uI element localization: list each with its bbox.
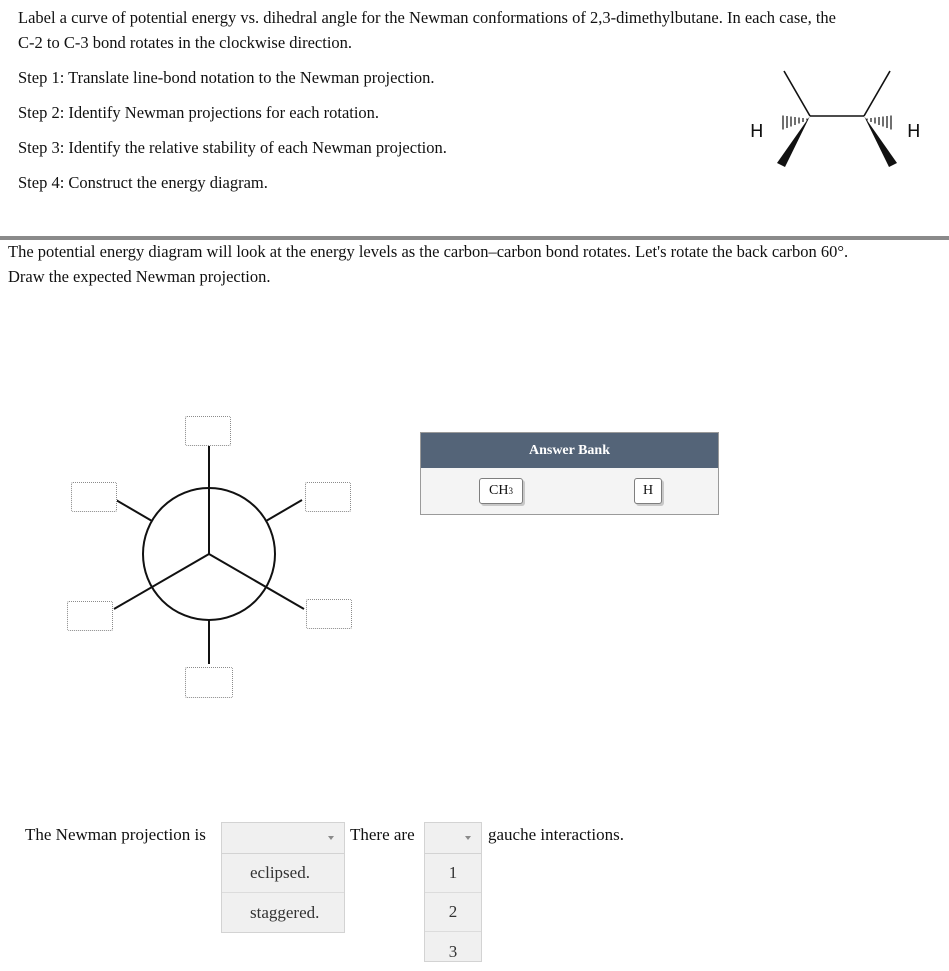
line-bond-structure [740,62,940,174]
drop-slot-upper-left[interactable] [71,482,117,512]
gauche-count-dropdown[interactable] [424,822,482,962]
prompt-line-1: The potential energy diagram will look at the energy levels as the carbon–carbon bond rotates. Let's rotate the back carbon 60°. [8,242,849,261]
question-middle: There are [350,825,415,844]
chevron-down-icon [465,836,471,840]
answer-bank-title: Answer Bank [421,433,718,468]
wedge-bond-right [864,116,897,167]
drop-slot-top[interactable] [185,416,231,446]
answer-bank [420,432,719,515]
step-3-text: Step 3: Identify the relative stability of each Newman projection. [18,138,447,157]
step-2-text: Step 2: Identify Newman projections for each rotation. [18,103,380,122]
drop-slot-upper-right[interactable] [305,482,351,512]
bond-upper-left [784,71,810,116]
gauche-count-dropdown-head[interactable] [425,823,481,854]
answer-chip-ch3-label: CH [489,483,509,498]
drop-slot-lower-right[interactable] [306,599,352,629]
instructions-line-1: Label a curve of potential energy vs. dihedral angle for the Newman conformations of 2,3-dimethylbutane. In each case, the [18,8,836,27]
bond-upper-right [864,71,890,116]
drop-slot-lower-left[interactable] [67,601,113,631]
question-prefix: The Newman projection is [25,825,206,844]
hydrogen-label-right: H [907,121,921,142]
step-1-text: Step 1: Translate line-bond notation to the Newman projection. [18,68,435,87]
conformation-dropdown-head[interactable] [222,823,344,854]
back-bond-upper-right [266,500,302,521]
hydrogen-label-left: H [750,121,764,142]
option-count-2[interactable]: 2 [425,893,481,932]
answer-chip-ch3[interactable]: CH 3 [479,478,523,504]
wedge-bond-left [777,116,810,167]
prompt-line-2: Draw the expected Newman projection. [8,267,271,286]
back-bond-upper-left [116,500,152,521]
carbon-skeleton [784,71,890,116]
step-4-text: Step 4: Construct the energy diagram. [18,173,268,192]
conformation-dropdown[interactable] [221,822,345,933]
answer-chip-h-label: H [642,483,654,498]
answer-chip-h[interactable] [634,478,662,504]
option-staggered[interactable]: staggered. [250,902,320,922]
option-count-3[interactable]: 3 [448,941,458,961]
drop-slot-bottom[interactable] [185,667,233,698]
option-count-1[interactable]: 1 [425,854,481,893]
section-divider [0,236,949,240]
instructions-line-2: C-2 to C-3 bond rotates in the clockwise direction. [18,33,353,52]
question-suffix: gauche interactions. [488,825,624,844]
option-eclipsed[interactable]: eclipsed. [222,854,344,893]
chevron-down-icon [328,836,334,840]
